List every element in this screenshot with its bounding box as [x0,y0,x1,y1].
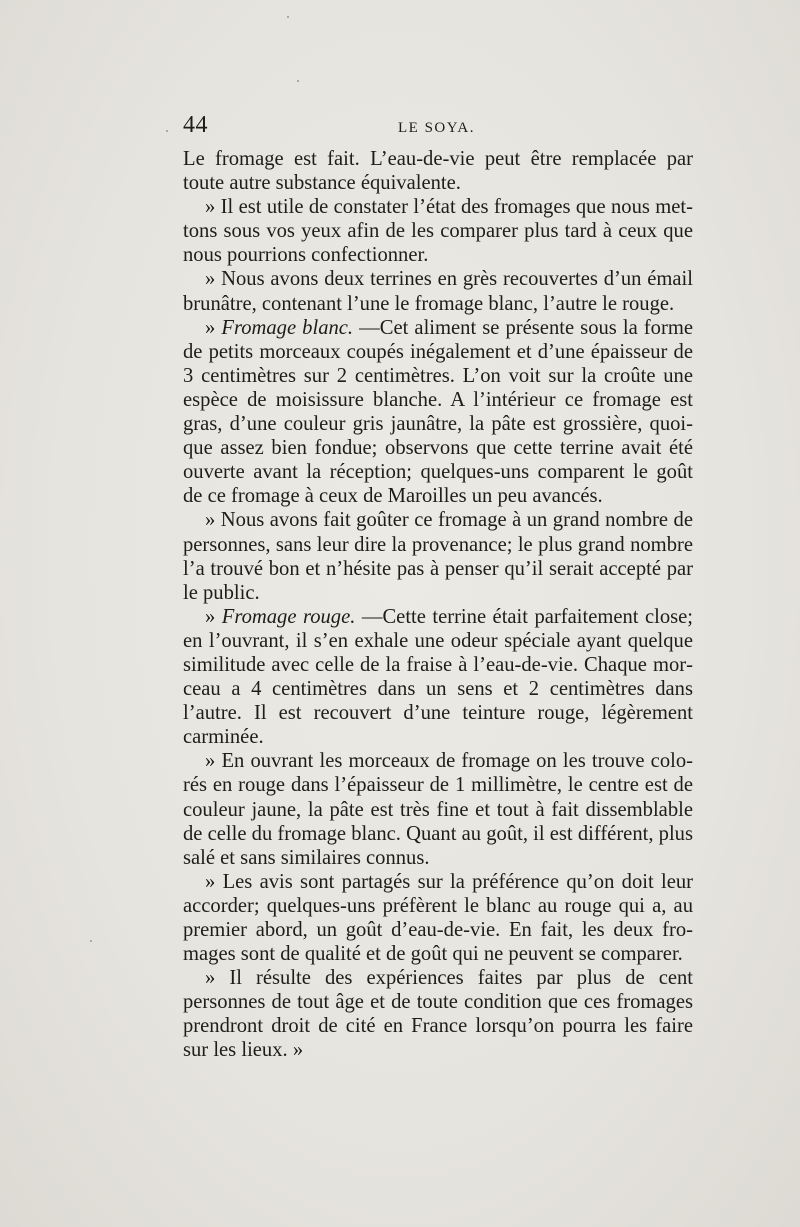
body-text [183,147,693,1063]
paper-speck [287,16,289,18]
paper-speck [297,80,299,82]
page-number: 44 [183,112,208,138]
paragraph: » Les avis sont partagés sur la préférence qu’on doit leur accorder; quelques-uns préfèrent le blanc au rouge qui a, au premier abord, un goût d’eau-de-vie. En fait, les deux fromages sont de qualité et de goût qui ne peuvent se comparer. [183,870,693,966]
running-title: LE SOYA. [398,120,476,136]
paragraph: » Il résulte des expériences faites par plus de cent personnes de tout âge et de toute condition que ces fromages prendront droit de cité en France lorsqu’on pourra les faire sur les lieux. » [183,967,693,1062]
paper-speck [90,940,92,942]
section-heading-italic: Fromage rouge. [221,605,356,628]
paragraph: » Fromage blanc. —Cet aliment se présente sous la forme de petits morceaux coupés inégalement et d’une épaisseur de 3 centimètres sur 2 centimètres. L’on voit sur la croûte une espèce de moisissure blanche. A l’intérieur ce fromage est gras, d’une couleur gris jaunâtre, la pâte est grossière, quoique assez bien fondue; observons que cette terrine avait été ouverte avant la réception; quelques-uns comparent le goût de ce fromage à ceux de Maroilles un peu avancés. [183,316,693,508]
running-head [183,112,693,142]
paragraph: » Il est utile de constater l’état des fromages que nous mettons sous vos yeux afin de les comparer plus tard à ceux que nous pourrions confectionner. [183,196,693,267]
paragraph: » Nous avons fait goûter ce fromage à un grand nombre de personnes, sans leur dire la provenance; le plus grand nombre l’a trouvé bon et n’hésite pas à penser qu’il serait accepté par le public. [183,509,693,604]
paragraph: Le fromage est fait. L’eau-de-vie peut être remplacée par toute autre substance équivalente. [183,148,693,195]
paragraph: » En ouvrant les morceaux de fromage on les trouve colorés en rouge dans l’épaisseur de 1 millimètre, le centre est de couleur jaune, la pâte est très fine et tout à fait dissemblable de celle du fromage blanc. Quant au goût, il est différent, plus salé et sans similaires connus. [183,750,693,869]
paper-speck [166,130,168,132]
paragraph: » Fromage rouge. —Cette terrine était parfaitement close; en l’ouvrant, il s’en exhale une odeur spéciale ayant quelque similitude avec celle de la fraise à l’eau-de-vie. Chaque morceau a 4 centimètres dans un sens et 2 centimètres dans l’autre. Il est recouvert d’une teinture rouge, légèrement carminée. [183,605,693,749]
section-heading-italic: Fromage blanc. [221,316,354,339]
paragraph: » Nous avons deux terrines en grès recouvertes d’un émail brunâtre, contenant l’une le fromage blanc, l’autre le rouge. [183,268,693,315]
